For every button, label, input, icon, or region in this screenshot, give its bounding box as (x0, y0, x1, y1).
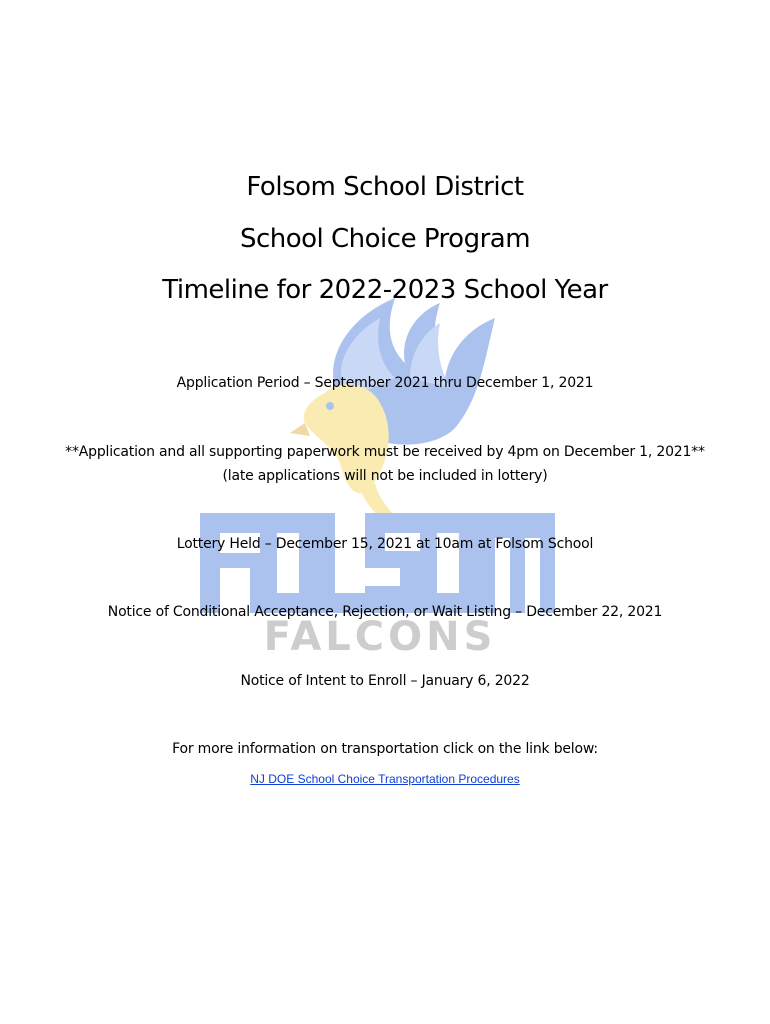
title-district: Folsom School District (246, 172, 524, 202)
lottery-date: Lottery Held – December 15, 2021 at 10am at Folsom School (176, 536, 594, 552)
notice-intent-date: Notice of Intent to Enroll – January 6, 2022 (240, 673, 530, 689)
title-program: School Choice Program (239, 224, 531, 254)
title-timeline: Timeline for 2022-2023 School Year (162, 275, 608, 305)
application-period: Application Period – September 2021 thru December 1, 2021 (176, 375, 594, 391)
transportation-link-container (0, 771, 770, 787)
deadline-note: **Application and all supporting paperwork must be received by 4pm on December 1, 2021** (65, 444, 705, 460)
transportation-info: For more information on transportation click on the link below: (172, 741, 598, 757)
transportation-procedures-link[interactable]: NJ DOE School Choice Transportation Procedures (250, 772, 520, 786)
notice-acceptance-date: Notice of Conditional Acceptance, Rejection, or Wait Listing – December 22, 2021 (107, 604, 663, 620)
late-applications-note: (late applications will not be included in lottery) (222, 468, 548, 484)
falcons-watermark-text: FALCONS (263, 614, 497, 660)
